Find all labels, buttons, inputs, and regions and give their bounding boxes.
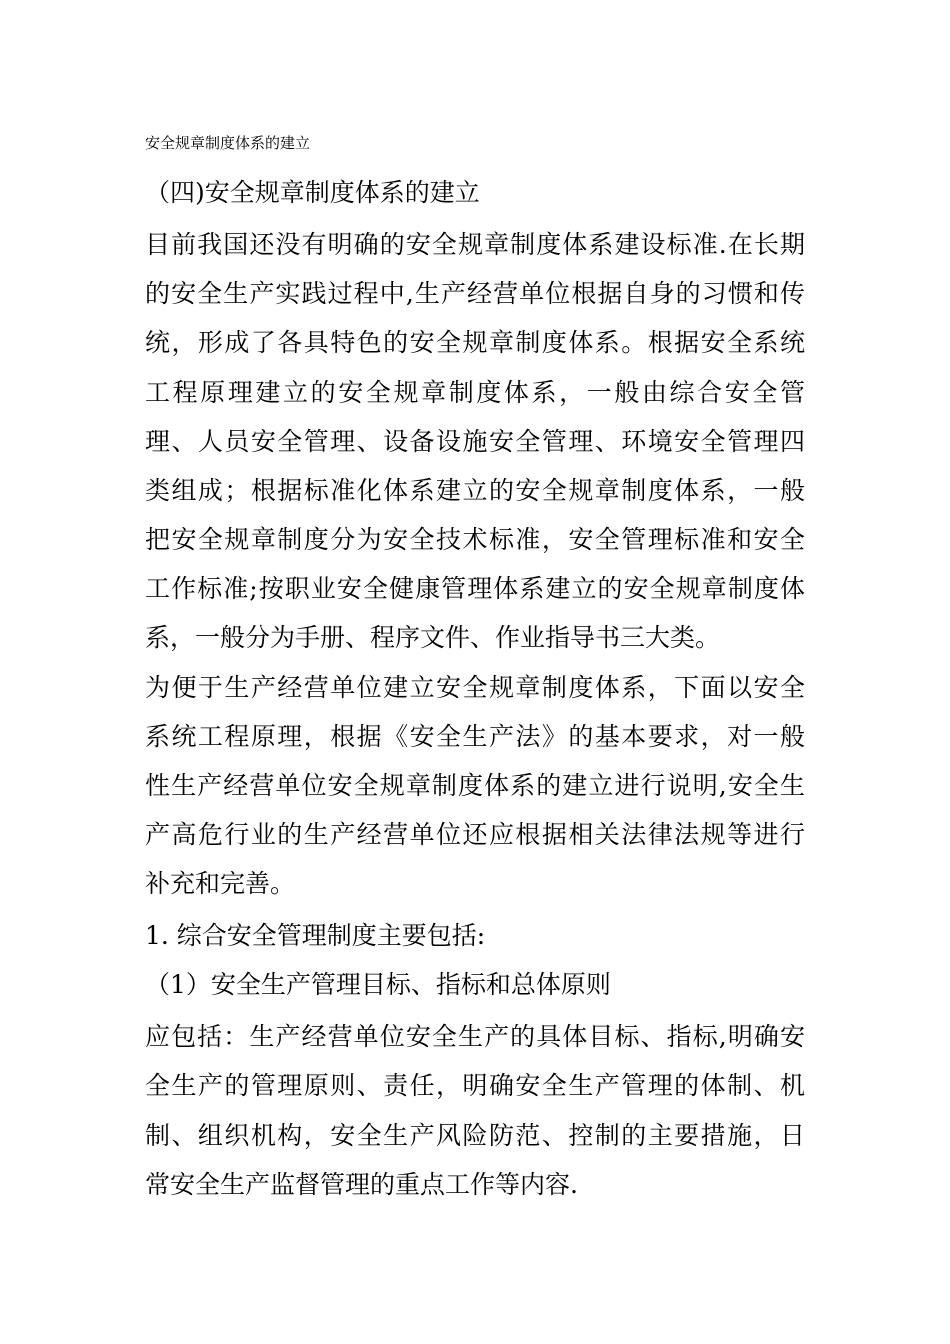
paragraph-line: 目前我国还没有明确的安全规章制度体系建设标准.在长期 <box>145 230 805 259</box>
paragraph-line: 系，一般分为手册、程序文件、作业指导书三大类。 <box>145 623 721 652</box>
paragraph-line: 工程原理建立的安全规章制度体系，一般由综合安全管 <box>145 378 805 407</box>
section-heading: （四)安全规章制度体系的建立 <box>145 178 480 207</box>
paragraph-line: 性生产经营单位安全规章制度体系的建立进行说明,安全生 <box>145 771 805 800</box>
paragraph-line: 类组成；根据标准化体系建立的安全规章制度体系，一般 <box>145 476 805 505</box>
paragraph-line: 常安全生产监督管理的重点工作等内容. <box>145 1170 578 1199</box>
paragraph-line: 把安全规章制度分为安全技术标准，安全管理标准和安全 <box>145 525 805 554</box>
paragraph-line: 系统工程原理，根据《安全生产法》的基本要求，对一般 <box>145 722 805 751</box>
paragraph-line: 全生产的管理原则、责任，明确安全生产管理的体制、机 <box>145 1071 805 1100</box>
item-heading: 1. 综合安全管理制度主要包括: <box>145 921 486 950</box>
paragraph-line: 产高危行业的生产经营单位还应根据相关法律法规等进行 <box>145 820 805 849</box>
sub-item-heading: （1）安全生产管理目标、指标和总体原则 <box>145 970 611 999</box>
paragraph-line: 统，形成了各具特色的安全规章制度体系。根据安全系统 <box>145 328 805 357</box>
paragraph-line: 补充和完善。 <box>145 869 296 898</box>
paragraph-line: 为便于生产经营单位建立安全规章制度体系，下面以安全 <box>145 673 805 702</box>
paragraph-line: 理、人员安全管理、设备设施安全管理、环境安全管理四 <box>145 427 805 456</box>
header-title: 安全规章制度体系的建立 <box>145 134 311 152</box>
paragraph-line: 的安全生产实践过程中,生产经营单位根据自身的习惯和传 <box>145 279 805 308</box>
paragraph-line: 工作标准;按职业安全健康管理体系建立的安全规章制度体 <box>145 574 805 603</box>
paragraph-line: 应包括：生产经营单位安全生产的具体目标、指标,明确安 <box>145 1022 805 1051</box>
paragraph-line: 制、组织机构，安全生产风险防范、控制的主要措施，日 <box>145 1121 805 1150</box>
